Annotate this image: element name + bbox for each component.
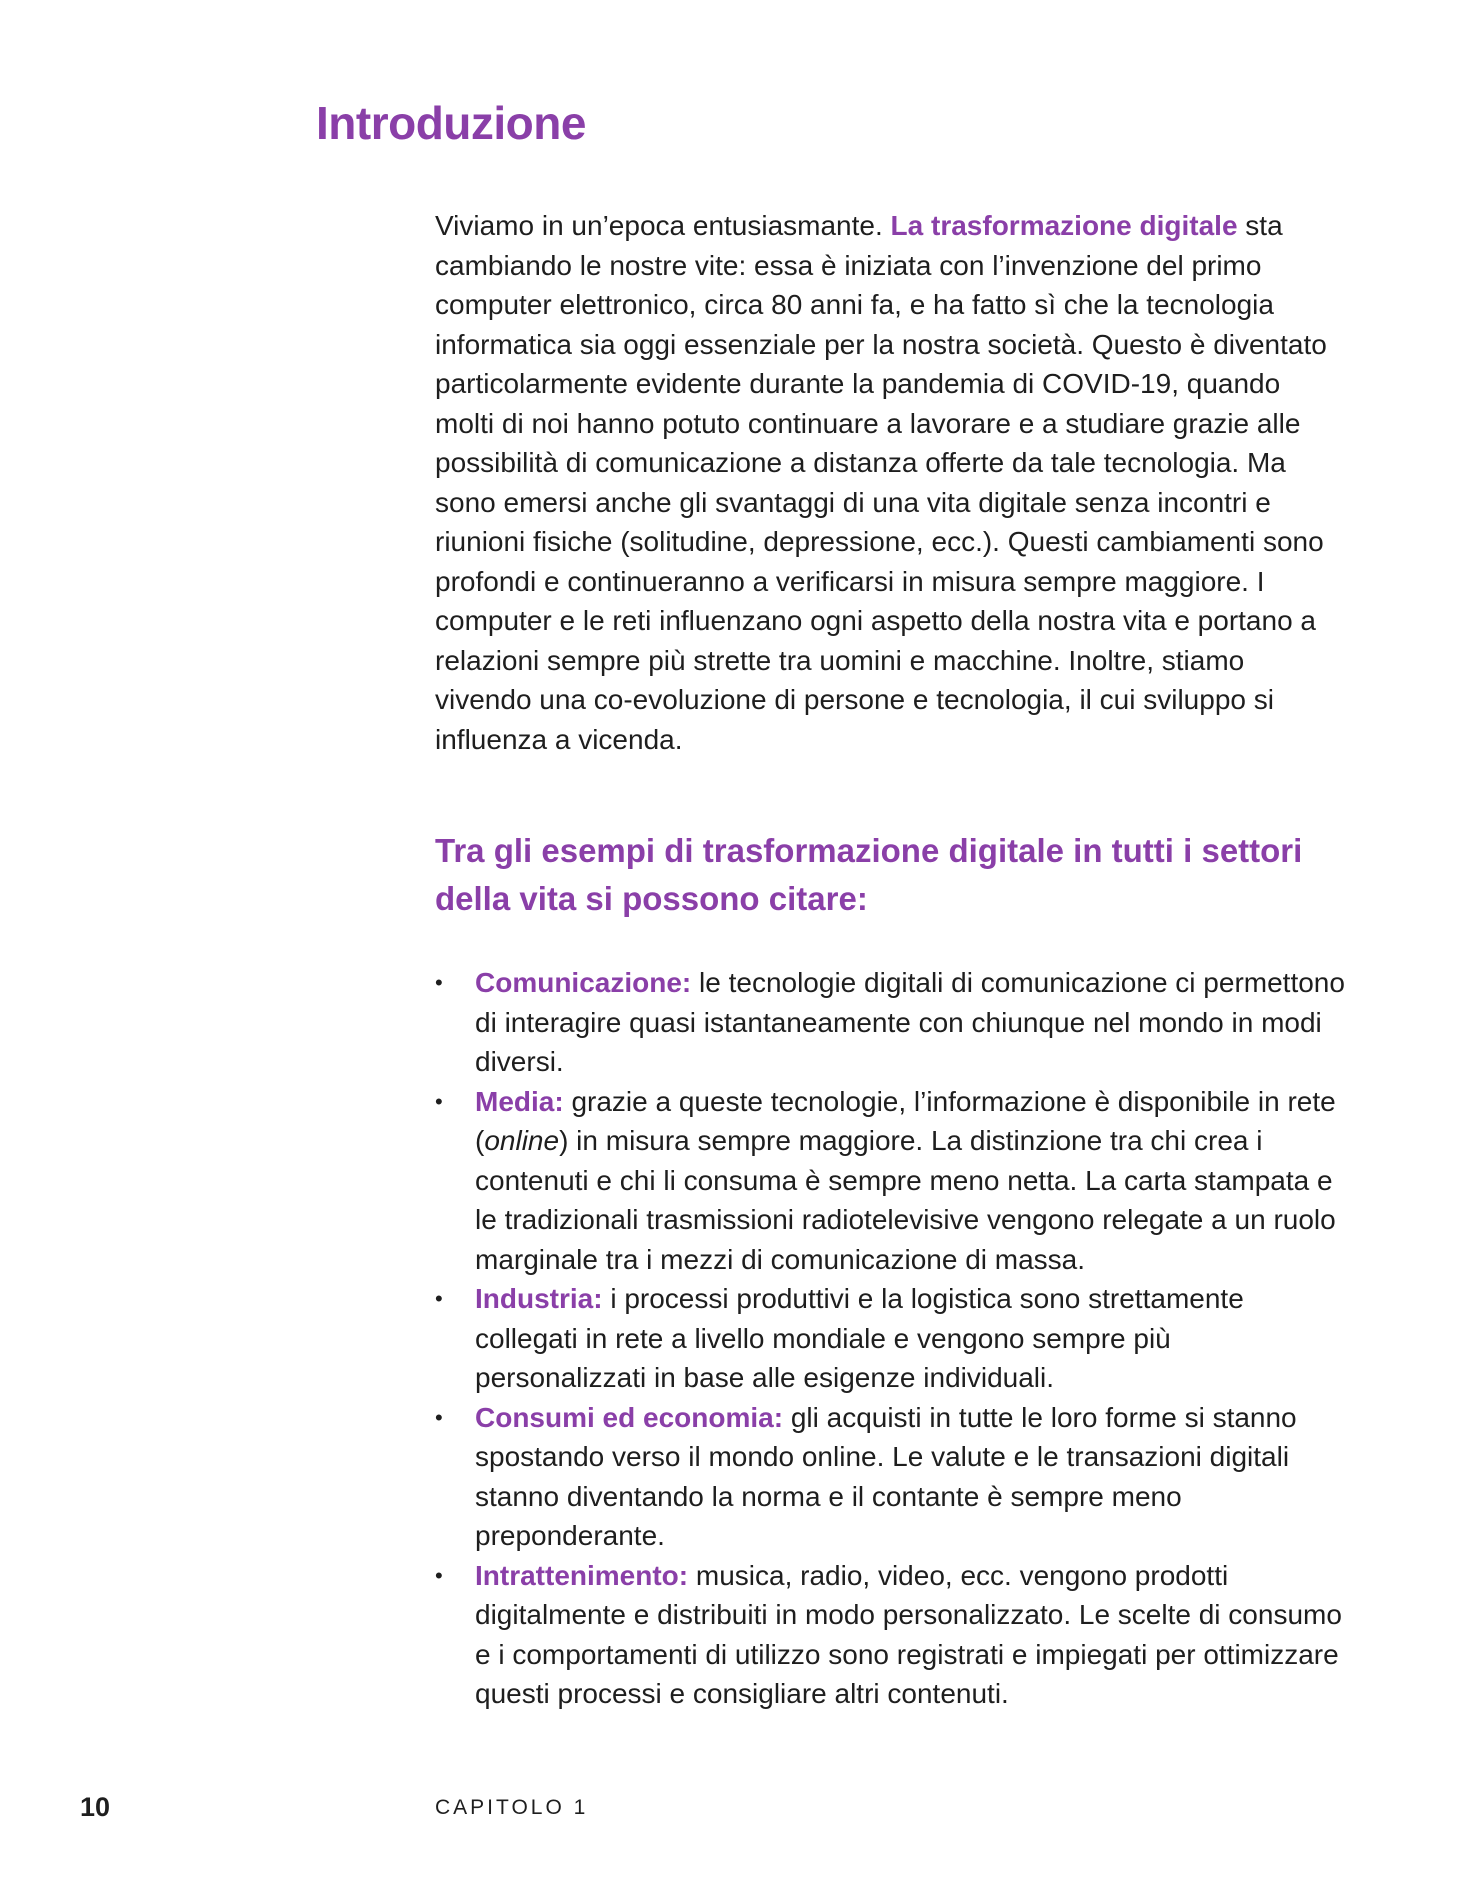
bullet-icon: • <box>435 1286 443 1311</box>
list-item-text-after: ) in misura sempre maggiore. La distinzione tra chi crea i contenuti e chi li consuma è sempre meno netta. La carta stampata e le tradizionali trasmissioni radiotelevisive vengono relegate a un ruolo marginale tra i mezzi di comunicazione di massa. <box>475 1125 1336 1275</box>
intro-text-rest: sta cambiando le nostre vite: essa è iniziata con l’invenzione del primo computer elettronico, circa 80 anni fa, e ha fatto sì che la tecnologia informatica sia oggi essenziale per la nostra società. Questo è diventato particolarmente evidente durante la pandemia di COVID-19, quando molti di noi hanno potuto continuare a lavorare e a studiare grazie alle possibilità di comunicazione a distanza offerte da tale tecnologia. Ma sono emersi anche gli svantaggi di una vita digitale senza incontri e riunioni fisiche (solitudine, depressione, ecc.). Questi cambiamenti sono profondi e continueranno a verificarsi in misura sempre maggiore. I computer e le reti influenzano ogni aspetto della nostra vita e portano a relazioni sempre più strette tra uomini e macchine. Inoltre, stiamo vivendo una co-evoluzione di persone e tecnologia, il cui sviluppo si influenza a vicenda. <box>435 210 1327 755</box>
examples-list <box>435 963 1345 1714</box>
page-title: Introduzione <box>316 97 586 149</box>
list-item-text: grazie a queste tecnologie, l’informazione è disponibile in rete ( <box>475 1085 1336 1156</box>
chapter-label: CAPITOLO 1 <box>435 1796 589 1819</box>
list-item-media <box>435 1082 1345 1280</box>
list-item-term: Comunicazione: <box>475 967 692 998</box>
list-item-term: Media: <box>475 1085 564 1117</box>
intro-highlight: La trasformazione digitale <box>890 210 1238 241</box>
section-heading: Tra gli esempi di trasformazione digitale in tutti i settori della vita si possono citare: <box>435 832 1303 917</box>
list-item-economy <box>435 1398 1345 1556</box>
page-number: 10 <box>80 1792 111 1822</box>
list-item-term: Industria: <box>475 1283 603 1314</box>
list-item-entertainment <box>435 1556 1345 1714</box>
list-item-industry <box>435 1279 1345 1398</box>
bullet-icon: • <box>435 1562 443 1588</box>
list-item-italic: online <box>484 1125 560 1156</box>
body-column <box>435 206 1345 1714</box>
list-item-text: gli acquisti in tutte le loro forme si stanno spostando verso il mondo online. Le valute e le transazioni digitali stanno diventando la norma e il contante è sempre meno preponderante. <box>475 1401 1297 1551</box>
list-item-text: le tecnologie digitali di comunicazione ci permettono di interagire quasi istantaneamente con chiunque nel mondo in modi diversi. <box>475 967 1345 1077</box>
list-item-text: musica, radio, video, ecc. vengono prodotti digitalmente e distribuiti in modo personalizzato. Le scelte di consumo e i comportamenti di utilizzo sono registrati e impiegati per ottimizzare questi processi e consigliare altri contenuti. <box>475 1559 1342 1709</box>
list-item-text: i processi produttivi e la logistica sono strettamente collegati in rete a livello mondiale e vengono sempre più personalizzati in base alle esigenze individuali. <box>475 1283 1244 1393</box>
list-item-communication <box>435 963 1345 1082</box>
list-item-term: Consumi ed economia: <box>475 1401 784 1433</box>
intro-paragraph <box>435 206 1345 759</box>
bullet-icon: • <box>435 1404 443 1430</box>
bullet-icon: • <box>435 970 443 995</box>
list-item-term: Intrattenimento: <box>475 1559 689 1591</box>
intro-text-start: Viviamo in un’epoca entusiasmante. <box>435 210 891 241</box>
bullet-icon: • <box>435 1088 443 1114</box>
